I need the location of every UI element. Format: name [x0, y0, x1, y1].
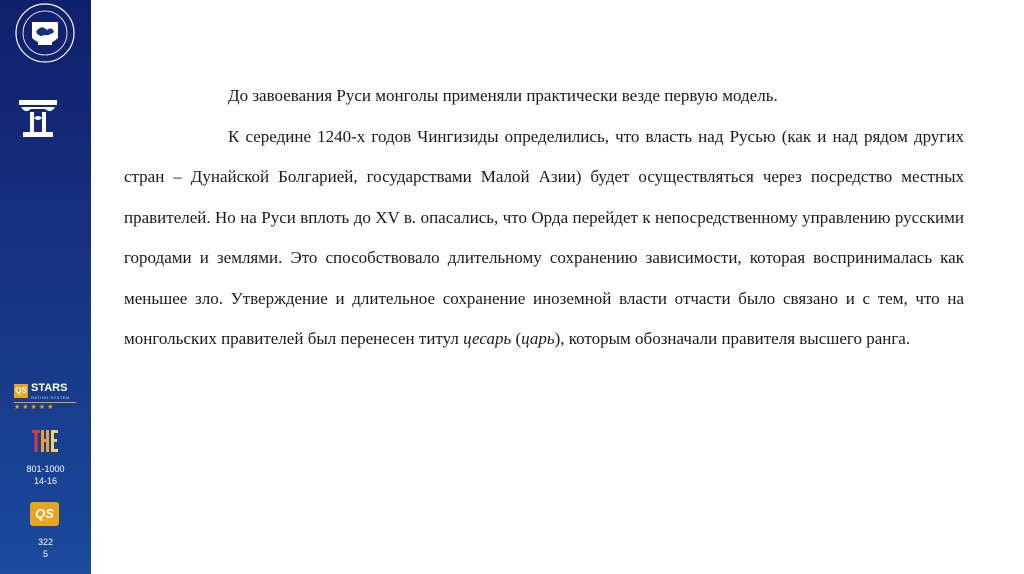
stars-subtitle: RATING SYSTEM	[31, 395, 70, 400]
paren-open: (	[511, 329, 522, 348]
sidebar	[0, 0, 91, 574]
paragraph-main	[124, 117, 964, 360]
paragraph-intro: До завоевания Руси монголы применяли практически везде первую модель.	[228, 86, 778, 105]
qs-logo-icon: QS	[30, 502, 59, 526]
document-body	[124, 76, 964, 360]
the-rank-years: 14-16	[33, 476, 58, 486]
the-rank	[0, 463, 91, 487]
term-tsesar: цесарь	[463, 329, 512, 348]
paragraph-main-end: ), которым обозначали правителя высшего ранга.	[554, 329, 911, 348]
university-emblem-icon	[14, 2, 76, 64]
the-rank-range: 801-1000	[26, 464, 65, 474]
qs-rank	[0, 536, 91, 560]
the-logo-icon	[31, 428, 59, 458]
qs-stars-badge	[14, 382, 78, 412]
qs-rank-sub: 5	[42, 549, 48, 559]
paragraph-main-text: К середине 1240-х годов Чингизиды определились, что власть над Русью (как и над рядом других стран – Дунайской Болгарией, государствами Малой Азии) будет осуществляться через посредство местных правителей. Но на Руси вплоть до XV в. опасались, что Орда перейдет к непосредственному управлению русскими городами и землями. Это способствовало длительному сохранению зависимости, которая воспринималась как меньшее зло. Утверждение и длительное сохранение иноземной власти отчасти было связано и с тем, что на монгольских правителей был перенесен титул	[124, 126, 964, 348]
qs-rank-number: 322	[37, 537, 54, 547]
stars-title: STARS	[31, 382, 68, 394]
ionic-column-icon	[17, 98, 59, 140]
term-tsar: царь	[521, 329, 555, 348]
qs-mini-icon: QS	[14, 384, 28, 398]
stars-rating: ★★★★★	[14, 402, 76, 412]
